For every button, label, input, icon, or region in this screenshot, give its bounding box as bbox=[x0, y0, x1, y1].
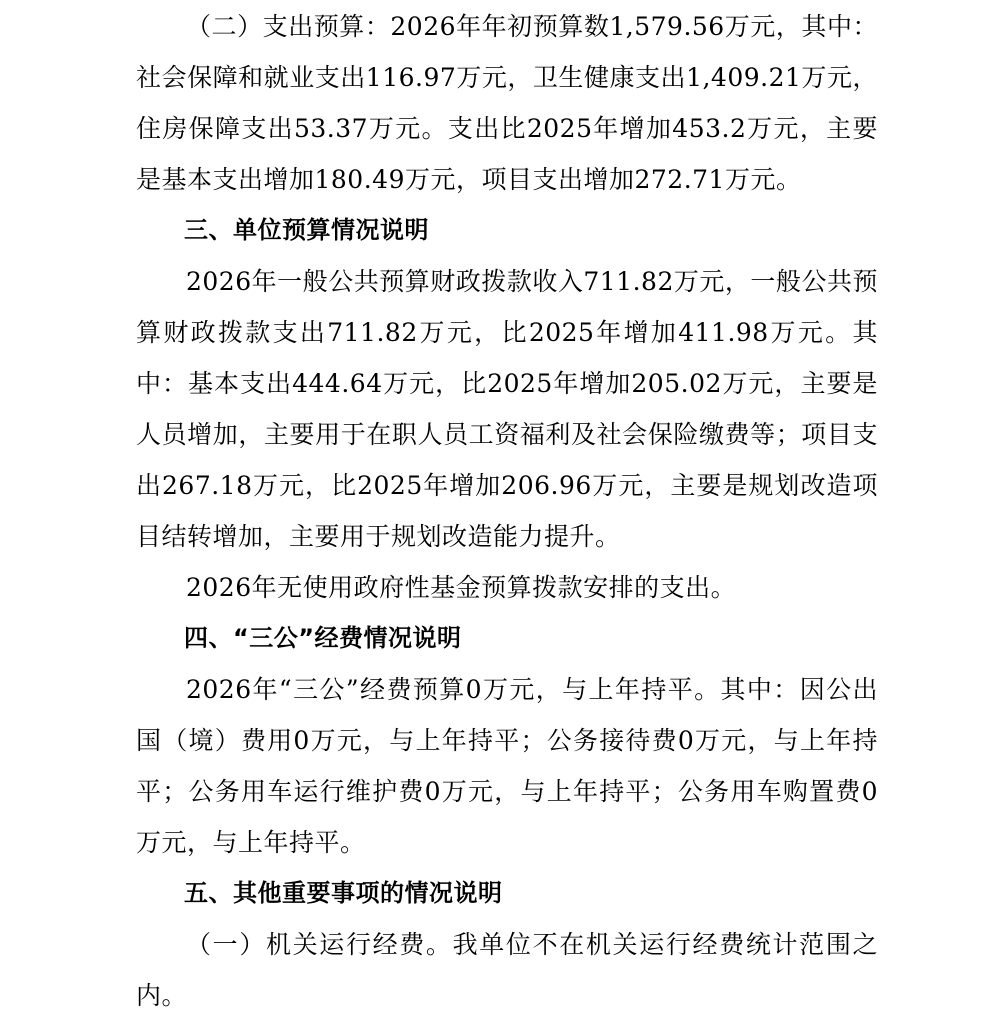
paragraph-operating-expenses: （一）机关运行经费。我单位不在机关运行经费统计范围之内。 bbox=[136, 930, 878, 1010]
section-heading-three-public-expenses: 四、“三公”经费情况说明 bbox=[184, 624, 462, 652]
section-heading-unit-budget: 三、单位预算情况说明 bbox=[184, 216, 429, 244]
section-heading-other-matters: 五、其他重要事项的情况说明 bbox=[184, 879, 503, 907]
document-page bbox=[136, 0, 878, 1021]
paragraph-general-public-budget: 2026年一般公共预算财政拨款收入711.82万元，一般公共预算财政拨款支出711.82万元，比2025年增加411.98万元。其中：基本支出444.64万元，比2025年增加205.02万元，主要是人员增加，主要用于在职人员工资福利及社会保险缴费等；项目支出267.18万元，比2025年增加206.96万元，主要是规划改造项目结转增加，主要用于规划改造能力提升。 bbox=[136, 267, 878, 551]
paragraph-government-fund-budget: 2026年无使用政府性基金预算拨款安排的支出。 bbox=[186, 573, 737, 602]
paragraph-three-public-expenses: 2026年“三公”经费预算0万元，与上年持平。其中：因公出国（境）费用0万元，与上年持平；公务接待费0万元，与上年持平；公务用车运行维护费0万元，与上年持平；公务用车购置费0万元，与上年持平。 bbox=[136, 675, 878, 857]
paragraph-expenditure-budget: （二）支出预算：2026年年初预算数1,579.56万元，其中：社会保障和就业支出116.97万元，卫生健康支出1,409.21万元，住房保障支出53.37万元。支出比2025年增加453.2万元，主要是基本支出增加180.49万元，项目支出增加272.71万元。 bbox=[136, 12, 878, 194]
